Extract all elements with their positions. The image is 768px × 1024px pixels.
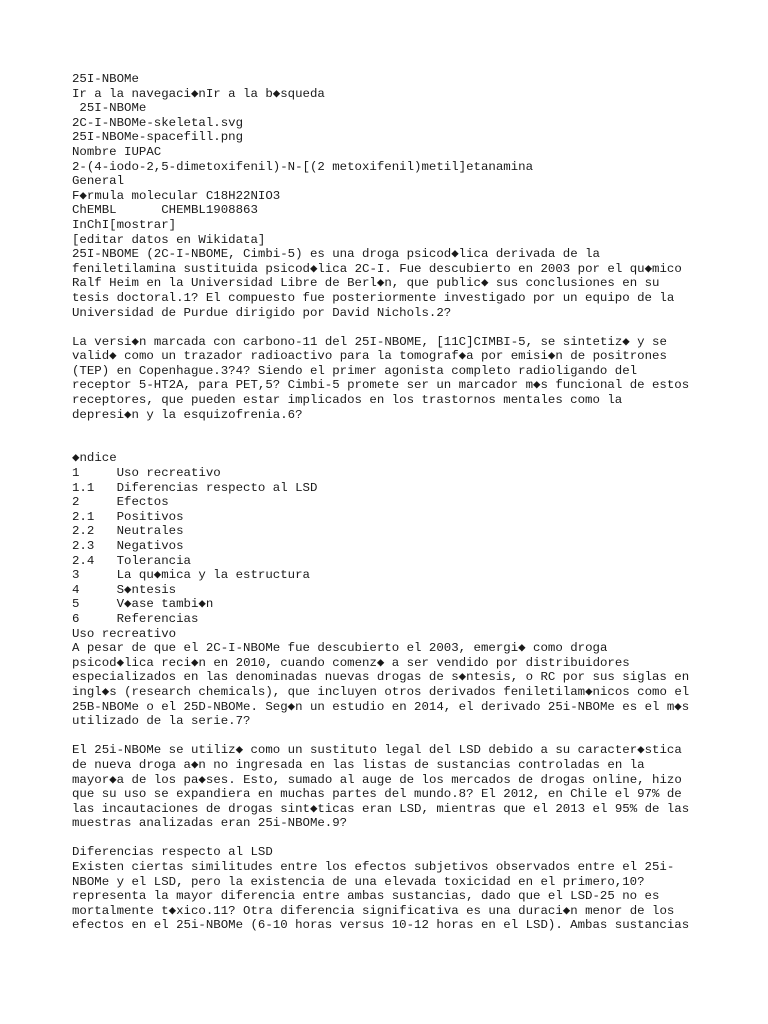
text-line: psicod◆lica reci◆n en 2010, cuando comenz◆ a ser vendido por distribuidores [72,655,630,670]
text-line: F◆rmula molecular C18H22NIO3 [72,188,281,203]
text-line: feniletilamina sustituida psicod◆lica 2C-I. Fue descubierto en 2003 por el qu◆mico [72,261,682,276]
blank-line [72,422,712,437]
text-line: representa la mayor diferencia entre ambas sustancias, dado que el LSD-25 no es [72,889,660,904]
text-line: 3 La qu◆mica y la estructura [72,568,310,583]
text-line: La versi◆n marcada con carbono-11 del 25I-NBOME, [11C]CIMBI-5, se sintetiz◆ y se [72,334,667,349]
blank-line [72,437,712,452]
text-line: efectos en el 25i-NBOMe (6-10 horas versus 10-12 horas en el LSD). Ambas sustancias [72,918,690,933]
blank-line [72,729,712,744]
text-line: (TEP) en Copenhague.3?4? Siendo el primer agonista completo radioligando del [72,363,638,378]
text-line: 25I-NBOMe-spacefill.png [72,130,244,145]
text-line: [editar datos en Wikidata] [72,232,266,247]
blank-line [72,320,712,335]
blank-line [72,831,712,846]
document-page [72,72,712,933]
text-line: 1.1 Diferencias respecto al LSD [72,480,318,495]
text-line: 5 V◆ase tambi◆n [72,597,214,612]
text-line: El 25i-NBOMe se utiliz◆ como un sustituto legal del LSD debido a su caracter◆stica [72,743,682,758]
text-line: InChI[mostrar] [72,217,177,232]
text-line: las incautaciones de drogas sint◆ticas eran LSD, mientras que el 2013 el 95% de las [72,801,690,816]
text-line: Uso recreativo [72,626,177,641]
text-line: 2-(4-iodo-2,5-dimetoxifenil)-N-[(2 metoxifenil)metil]etanamina [72,159,534,174]
text-line: A pesar de que el 2C-I-NBOMe fue descubierto el 2003, emergi◆ como droga [72,641,608,656]
text-line: Ir a la navegaci◆nIr a la b◆squeda [72,86,325,101]
text-line: mayor◆a de los pa◆ses. Esto, sumado al auge de los mercados de drogas online, hizo [72,772,682,787]
text-line: receptores, que pueden estar implicados en los trastornos mentales como la [72,393,623,408]
text-line: 2.1 Positivos [72,509,184,524]
text-line: 25B-NBOMe o el 25D-NBOMe. Seg◆n un estudio en 2014, el derivado 25i-NBOMe es el m◆s [72,699,690,714]
text-line: 4 S◆ntesis [72,582,177,597]
text-line: Diferencias respecto al LSD [72,845,273,860]
text-line: Universidad de Purdue dirigido por David Nichols.2? [72,305,452,320]
text-line: 6 Referencias [72,611,199,626]
text-line: de nueva droga a◆n no ingresada en las listas de sustancias controladas en la [72,757,645,772]
text-line: 25I-NBOMe [72,101,147,116]
text-line: ingl◆s (research chemicals), que incluyen otros derivados feniletilam◆nicos como el [72,684,690,699]
text-line: 2C-I-NBOMe-skeletal.svg [72,115,244,130]
text-line: 2 Efectos [72,495,169,510]
text-line: 2.3 Negativos [72,539,184,553]
text-line: receptor 5-HT2A, para PET,5? Cimbi-5 promete ser un marcador m◆s funcional de estos [72,378,690,393]
text-line: mortalmente t◆xico.11? Otra diferencia significativa es una duraci◆n menor de los [72,903,675,918]
text-line: Ralf Heim en la Universidad Libre de Berl◆n, que public◆ sus conclusiones en su [72,276,660,291]
text-line: utilizado de la serie.7? [72,714,251,729]
text-line: que su uso se expandiera en muchas partes del mundo.8? El 2012, en Chile el 97% de [72,787,682,802]
text-line: depresi◆n y la esquizofrenia.6? [72,407,303,422]
text-line: ChEMBL CHEMBL1908863 [72,203,258,218]
text-line: Existen ciertas similitudes entre los efectos subjetivos observados entre el 25i- [72,860,675,875]
text-line: especializados en las denominadas nuevas drogas de s◆ntesis, o RC por sus siglas en [72,670,690,685]
text-line: General [72,174,125,189]
text-line: 25I-NBOME (2C-I-NBOME, Cimbi-5) es una droga psicod◆lica derivada de la [72,247,600,262]
text-line: tesis doctoral.1? El compuesto fue posteriormente investigado por un equipo de la [72,290,675,305]
text-line: muestras analizadas eran 25i-NBOMe.9? [72,816,348,831]
text-line: 2.2 Neutrales [72,524,184,539]
text-line: ◆ndice [72,451,117,466]
text-line: valid◆ como un trazador radioactivo para la tomograf◆a por emisi◆n de positrones [72,349,667,364]
text-line: Nombre IUPAC [72,144,162,159]
text-line: 2.4 Tolerancia [72,553,191,568]
text-line: 25I-NBOMe [72,72,139,86]
text-line: NBOMe y el LSD, pero la existencia de una elevada toxicidad en el primero,10? [72,874,645,889]
text-line: 1 Uso recreativo [72,466,221,481]
